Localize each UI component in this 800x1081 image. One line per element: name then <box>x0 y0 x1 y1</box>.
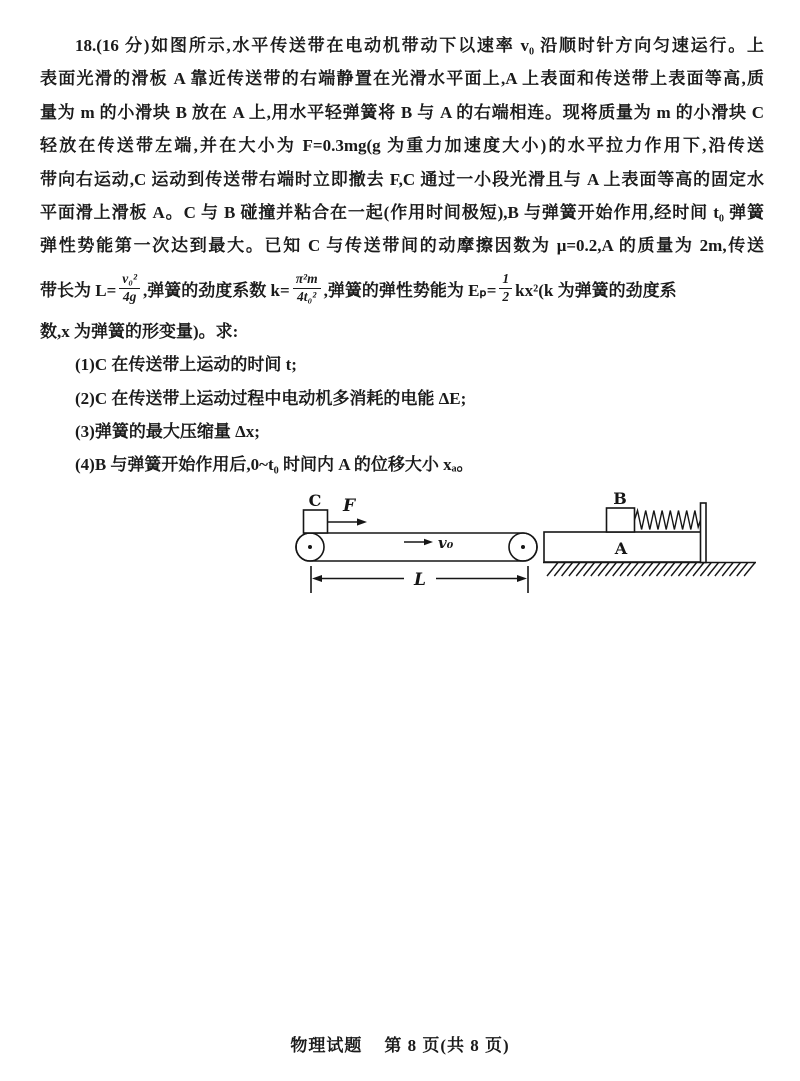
problem-line-9: 数,x 为弹簧的形变量)。求: <box>40 321 239 341</box>
dimension-arrowhead-left <box>312 575 322 582</box>
problem-line-7: 弹性势能第一次达到最大。已知 C 与传送带间的动摩擦因数为 μ=0.2,A 的质量为 2m,传送 <box>40 236 764 256</box>
footer-doc-title: 物理试题 <box>290 1036 363 1055</box>
fraction-numerator: 1 <box>499 271 512 289</box>
problem-line-3: 量为 m 的小滑块 B 放在 A 上,用水平轻弹簧将 B 与 A 的右端相连。现将质量为 m 的小滑块 C <box>40 102 764 122</box>
belt-speed-label: v₀ <box>438 534 454 552</box>
footer-page-info: 第 8 页(共 8 页) <box>384 1036 510 1055</box>
problem-line-1: 18.(16 分)如图所示,水平传送带在电动机带动下以速率 v₀ 沿顺时针方向匀速运行。上 <box>75 36 764 55</box>
physics-diagram <box>283 488 763 600</box>
spring <box>635 511 701 530</box>
belt-length-label: L <box>414 570 426 590</box>
right-pulley-axle <box>521 545 525 549</box>
question-3: (3)弹簧的最大压缩量 Δx; <box>75 421 260 441</box>
problem-line-6: 平面滑上滑板 A。C 与 B 碰撞并粘合在一起(作用时间极短),B 与弹簧开始作用,经时间 t₀ 弹簧 <box>40 202 764 222</box>
dimension-arrowhead-right <box>517 575 527 582</box>
ground-hatching <box>547 563 755 577</box>
force-arrowhead <box>357 518 367 525</box>
formula-seg-4: kx²(k 为弹簧的劲度系 <box>515 281 677 301</box>
formula-seg-3: ,弹簧的弹性势能为 Eₚ= <box>323 281 497 301</box>
fraction-denominator: 2 <box>502 289 510 305</box>
problem-line-5: 带向右运动,C 运动到传送带右端时立即撤去 F,C 通过一小段光滑且与 A 上表面等高的固定水 <box>40 169 764 189</box>
conveyor-belt <box>296 533 537 561</box>
formula-seg-2: ,弹簧的劲度系数 k= <box>143 281 290 301</box>
spring-stiffness-fraction <box>293 271 321 306</box>
fraction-numerator: v₀² <box>119 271 140 289</box>
problem-line-2: 表面光滑的滑板 A 靠近传送带的右端静置在光滑水平面上,A 上表面和传送带上表面等高,质 <box>40 69 764 89</box>
force-label: F <box>342 496 356 516</box>
belt-length-fraction <box>119 271 140 306</box>
problem-18-text <box>40 29 764 482</box>
block-b-label: B <box>613 489 627 508</box>
problem-line-4: 轻放在传送带左端,并在大小为 F=0.3mg(g 为重力加速度大小)的水平拉力作用下,沿传送 <box>40 136 764 156</box>
block-c-label: C <box>308 491 322 510</box>
question-4: (4)B 与弹簧开始作用后,0~t₀ 时间内 A 的位移大小 xₐ。 <box>75 455 474 475</box>
left-pulley-axle <box>308 545 312 549</box>
wall-post <box>701 503 707 563</box>
fraction-denominator: 4t₀² <box>297 289 317 305</box>
belt-speed-arrowhead <box>424 539 433 546</box>
page-footer <box>0 1031 800 1056</box>
formula-seg-1: 带长为 L= <box>40 281 117 301</box>
block-c <box>304 510 328 533</box>
slab-a-label: A <box>614 539 628 558</box>
question-1: (1)C 在传送带上运动的时间 t; <box>75 355 297 375</box>
fraction-numerator: π²m <box>293 271 321 289</box>
block-b <box>607 508 635 532</box>
formula-line <box>40 263 764 315</box>
fraction-denominator: 4g <box>122 289 137 305</box>
question-2: (2)C 在传送带上运动过程中电动机多消耗的电能 ΔE; <box>75 388 467 408</box>
one-half-fraction <box>499 271 512 306</box>
